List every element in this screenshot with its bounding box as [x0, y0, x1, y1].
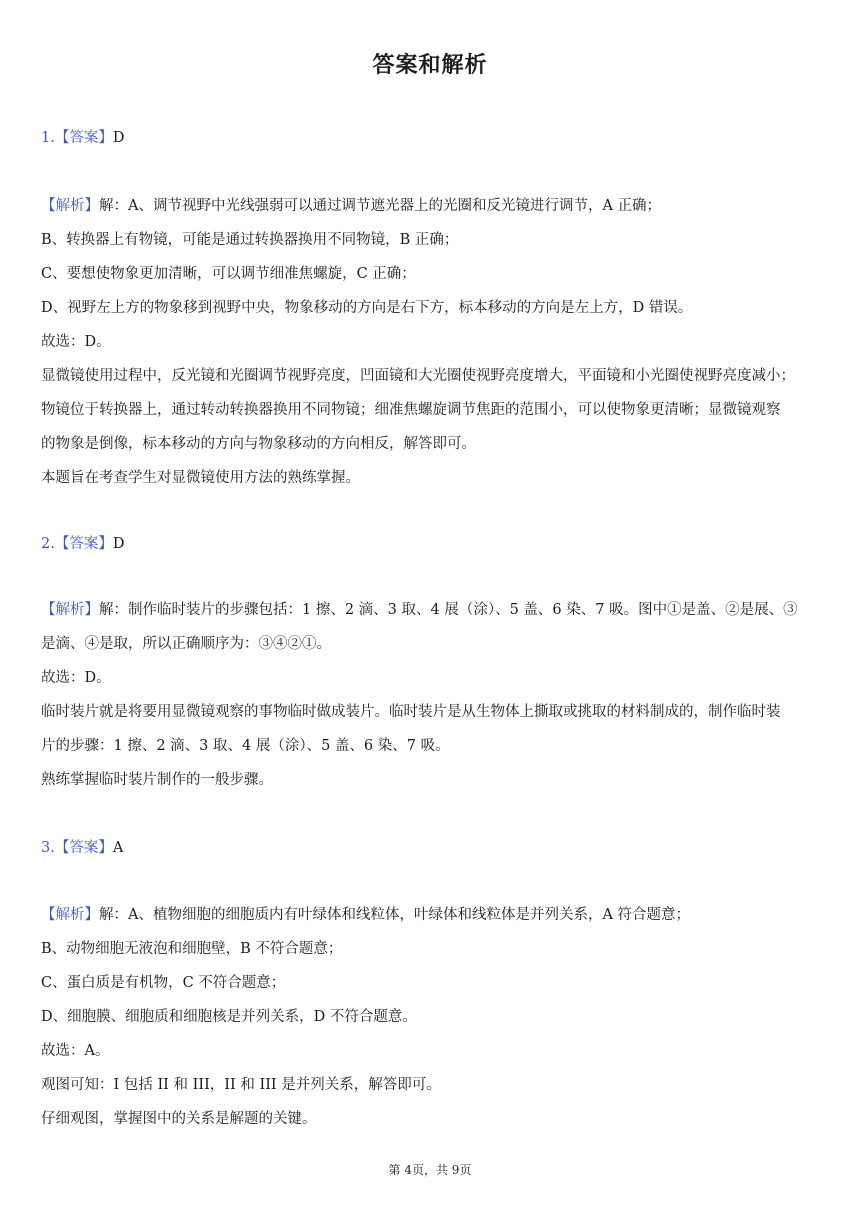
analysis-line: 观图可知：I 包括 II 和 III，II 和 III 是并列关系，解答即可。	[41, 1077, 441, 1093]
question-number: 3.	[41, 840, 55, 856]
analysis-line: B、动物细胞无液泡和细胞壁，B 不符合题意；	[41, 941, 343, 957]
analysis-text: 解：A、调节视野中光线强弱可以通过调节遮光器上的光圈和反光镜进行调节，A 正确；	[99, 198, 662, 214]
analysis-line: 仔细观图，掌握图中的关系是解题的关键。	[41, 1111, 317, 1127]
analysis-line: 片的步骤：1 擦、2 滴、3 取、4 展（涂）、5 盖、6 染、7 吸。	[41, 738, 450, 754]
analysis-tag: 【解析】	[41, 198, 99, 214]
analysis-line: 本题旨在考查学生对显微镜使用方法的熟练掌握。	[41, 470, 360, 486]
answer-line-3	[41, 838, 123, 858]
answer-value: A	[112, 840, 124, 856]
page-footer: 第 4页，共 9页	[388, 1163, 472, 1177]
analysis-line: 物镜位于转换器上，通过转动转换器换用不同物镜；细准焦螺旋调节焦距的范围小，可以使物象更清晰；显微镜观察	[41, 402, 781, 418]
analysis-line: 故选：D。	[41, 670, 111, 686]
analysis-line: 熟练掌握临时装片制作的一般步骤。	[41, 772, 273, 788]
answer-tag: 【答案】	[54, 130, 113, 146]
analysis-line	[41, 905, 690, 925]
analysis-line	[41, 600, 798, 620]
question-number: 1.	[41, 130, 55, 146]
analysis-line: 显微镜使用过程中，反光镜和光圈调节视野亮度，凹面镜和大光圈使视野亮度增大，平面镜和小光圈使视野亮度减小；	[41, 368, 795, 384]
analysis-line: 临时装片就是将要用显微镜观察的事物临时做成装片。临时装片是从生物体上撕取或挑取的材料制成的，制作临时装	[41, 704, 781, 720]
answer-value: D	[112, 130, 125, 146]
analysis-line: 的物象是倒像，标本移动的方向与物象移动的方向相反，解答即可。	[41, 436, 476, 452]
analysis-line: B、转换器上有物镜，可能是通过转换器换用不同物镜，B 正确；	[41, 232, 459, 248]
analysis-text: 解：制作临时装片的步骤包括：1 擦、2 滴、3 取、4 展（涂）、5 盖、6 染、7 吸。图中①是盖、②是展、③	[99, 602, 798, 618]
analysis-line	[41, 196, 661, 216]
question-number: 2.	[41, 536, 55, 552]
answer-value: D	[112, 536, 125, 552]
answer-tag: 【答案】	[54, 536, 113, 552]
analysis-line: C、蛋白质是有机物，C 不符合题意；	[41, 975, 286, 991]
analysis-line: 是滴、④是取，所以正确顺序为：③④②①。	[41, 636, 331, 652]
answer-line-2	[41, 534, 124, 554]
analysis-line: 故选：D。	[41, 334, 111, 350]
analysis-line: 故选：A。	[41, 1043, 110, 1059]
analysis-line: D、视野左上方的物象移到视野中央，物象移动的方向是右下方，标本移动的方向是左上方，D 错误。	[41, 300, 693, 316]
analysis-tag: 【解析】	[41, 907, 99, 923]
analysis-line: D、细胞膜、细胞质和细胞核是并列关系，D 不符合题意。	[41, 1009, 417, 1025]
analysis-tag: 【解析】	[41, 602, 99, 618]
analysis-text: 解：A、植物细胞的细胞质内有叶绿体和线粒体，叶绿体和线粒体是并列关系，A 符合题意；	[99, 907, 691, 923]
page-title: 答案和解析	[372, 53, 488, 78]
answer-line-1	[41, 128, 124, 148]
answer-tag: 【答案】	[54, 840, 113, 856]
analysis-line: C、要想使物象更加清晰，可以调节细准焦螺旋，C 正确；	[41, 266, 416, 282]
